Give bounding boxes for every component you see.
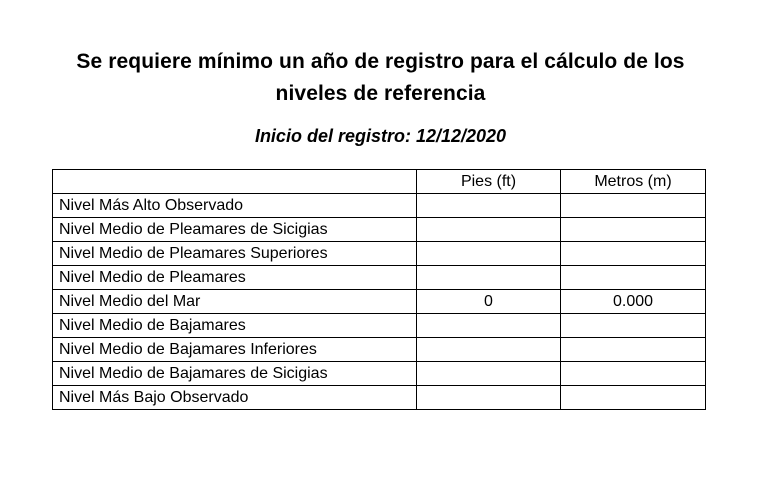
row-meters-value [561, 266, 706, 290]
table-row [53, 266, 706, 290]
row-feet-value [417, 314, 561, 338]
row-meters-value [561, 218, 706, 242]
row-label: Nivel Medio de Bajamares Inferiores [53, 338, 417, 362]
table-header-meters: Metros (m) [561, 170, 706, 194]
table-row [53, 386, 706, 410]
row-label: Nivel Medio de Pleamares Superiores [53, 242, 417, 266]
row-label: Nivel Medio de Bajamares de Sicigias [53, 362, 417, 386]
row-meters-value: 0.000 [561, 290, 706, 314]
table-body [53, 194, 706, 410]
reference-levels-table-container [0, 147, 761, 410]
page-title: Se requiere mínimo un año de registro para el cálculo de los niveles de referencia [76, 50, 685, 105]
table-row [53, 242, 706, 266]
row-meters-value [561, 242, 706, 266]
table-head [53, 170, 706, 194]
row-label: Nivel Medio del Mar [53, 290, 417, 314]
table-row [53, 314, 706, 338]
reference-levels-table [52, 169, 706, 410]
table-row [53, 194, 706, 218]
row-feet-value [417, 218, 561, 242]
table-row [53, 338, 706, 362]
row-meters-value [561, 386, 706, 410]
table-header-row [53, 170, 706, 194]
row-label: Nivel Medio de Bajamares [53, 314, 417, 338]
row-feet-value: 0 [417, 290, 561, 314]
row-feet-value [417, 242, 561, 266]
row-feet-value [417, 338, 561, 362]
row-label: Nivel Medio de Pleamares [53, 266, 417, 290]
table-header-feet: Pies (ft) [417, 170, 561, 194]
row-label: Nivel Medio de Pleamares de Sicigias [53, 218, 417, 242]
table-row [53, 290, 706, 314]
row-feet-value [417, 266, 561, 290]
row-meters-value [561, 338, 706, 362]
table-row [53, 218, 706, 242]
row-feet-value [417, 386, 561, 410]
row-meters-value [561, 314, 706, 338]
row-label: Nivel Más Alto Observado [53, 194, 417, 218]
row-label: Nivel Más Bajo Observado [53, 386, 417, 410]
row-feet-value [417, 362, 561, 386]
table-row [53, 362, 706, 386]
table-header-corner [53, 170, 417, 194]
record-start-subtitle: Inicio del registro: 12/12/2020 [254, 126, 507, 146]
row-meters-value [561, 362, 706, 386]
row-feet-value [417, 194, 561, 218]
row-meters-value [561, 194, 706, 218]
